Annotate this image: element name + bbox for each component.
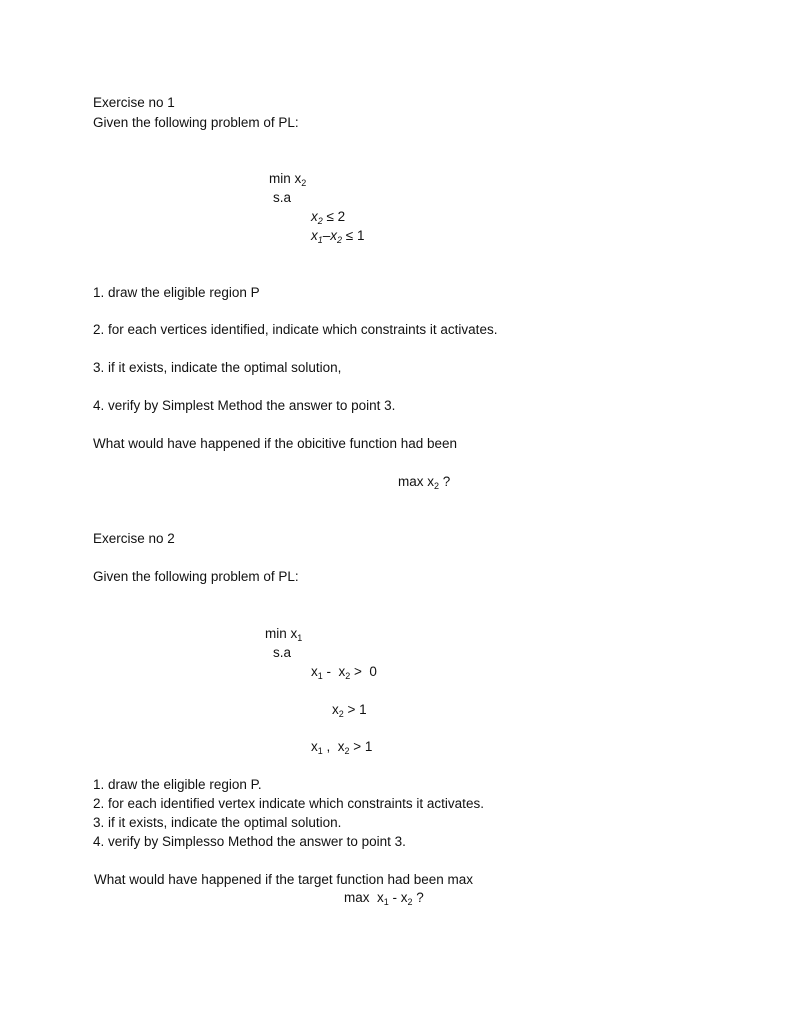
exercise-1-constraint-2 bbox=[311, 228, 364, 244]
exercise-2-title: Exercise no 2 bbox=[93, 531, 175, 546]
exercise-1-alternative-objective bbox=[398, 474, 450, 490]
constraint-subscript-1: 1 bbox=[317, 235, 323, 245]
constraint-var-1: x bbox=[311, 228, 318, 243]
constraint-subscript-1: 1 bbox=[317, 671, 323, 681]
alt-objective-subscript-2: 2 bbox=[407, 897, 413, 907]
alt-objective-suffix: ? bbox=[439, 474, 451, 489]
exercise-1-intro: Given the following problem of PL: bbox=[93, 115, 299, 130]
exercise-1-subject-to: s.a bbox=[273, 190, 292, 205]
constraint-subscript-2: 2 bbox=[337, 235, 343, 245]
exercise-2-constraint-3 bbox=[311, 739, 372, 755]
alt-objective-text: max x bbox=[398, 474, 435, 489]
constraint-subscript: 2 bbox=[338, 709, 344, 719]
exercise-2-intro: Given the following problem of PL: bbox=[93, 569, 299, 584]
objective-subscript: 2 bbox=[301, 178, 307, 188]
exercise-1-title: Exercise no 1 bbox=[93, 95, 175, 110]
exercise-1-objective bbox=[269, 171, 306, 187]
alt-objective-text: max x bbox=[344, 890, 384, 905]
constraint-operator: , x bbox=[322, 739, 345, 754]
exercise-2-question-2: 2. for each identified vertex indicate which constraints it activates. bbox=[93, 796, 484, 811]
exercise-1-constraint-1 bbox=[311, 209, 345, 225]
exercise-2-objective bbox=[265, 626, 302, 642]
constraint-var-1: x bbox=[311, 739, 318, 754]
constraint-var: x bbox=[332, 702, 339, 717]
constraint-subscript-2: 2 bbox=[345, 671, 351, 681]
constraint-var-2: x bbox=[330, 228, 338, 243]
alt-objective-subscript: 2 bbox=[434, 481, 440, 491]
exercise-2-question-1: 1. draw the eligible region P. bbox=[93, 777, 262, 792]
constraint-rest: > 1 bbox=[343, 702, 367, 717]
constraint-var: x bbox=[311, 209, 318, 224]
objective-subscript: 1 bbox=[297, 633, 303, 643]
exercise-1-question-2: 2. for each vertices identified, indicate which constraints it activates. bbox=[93, 322, 498, 337]
objective-text: min x bbox=[265, 626, 298, 641]
constraint-rest: > 0 bbox=[350, 664, 377, 679]
constraint-rest: ≤ 1 bbox=[342, 228, 365, 243]
constraint-subscript-2: 2 bbox=[344, 746, 350, 756]
constraint-subscript: 2 bbox=[317, 216, 323, 226]
constraint-var-1: x bbox=[311, 664, 318, 679]
exercise-2-constraint-1 bbox=[311, 664, 377, 680]
alt-objective-subscript-1: 1 bbox=[383, 897, 389, 907]
exercise-1-question-4: 4. verify by Simplest Method the answer to point 3. bbox=[93, 398, 396, 413]
exercise-1-followup: What would have happened if the obicitive function had been bbox=[93, 436, 458, 451]
exercise-2-constraint-2 bbox=[332, 702, 367, 718]
exercise-1-question-1: 1. draw the eligible region P bbox=[93, 285, 260, 300]
exercise-1-question-3: 3. if it exists, indicate the optimal solution, bbox=[93, 360, 342, 375]
objective-text: min x bbox=[269, 171, 302, 186]
constraint-operator: – bbox=[322, 228, 331, 243]
constraint-operator: - x bbox=[322, 664, 346, 679]
exercise-2-alternative-objective bbox=[344, 890, 424, 906]
alt-objective-middle: - x bbox=[388, 890, 408, 905]
constraint-rest: ≤ 2 bbox=[322, 209, 346, 224]
exercise-2-subject-to: s.a bbox=[273, 645, 292, 660]
alt-objective-suffix: ? bbox=[412, 890, 424, 905]
constraint-subscript-1: 1 bbox=[317, 746, 323, 756]
exercise-2-question-3: 3. if it exists, indicate the optimal solution. bbox=[93, 815, 342, 830]
exercise-2-followup: What would have happened if the target function had been max bbox=[94, 872, 474, 887]
constraint-rest: > 1 bbox=[349, 739, 373, 754]
exercise-2-question-4: 4. verify by Simplesso Method the answer to point 3. bbox=[93, 834, 406, 849]
